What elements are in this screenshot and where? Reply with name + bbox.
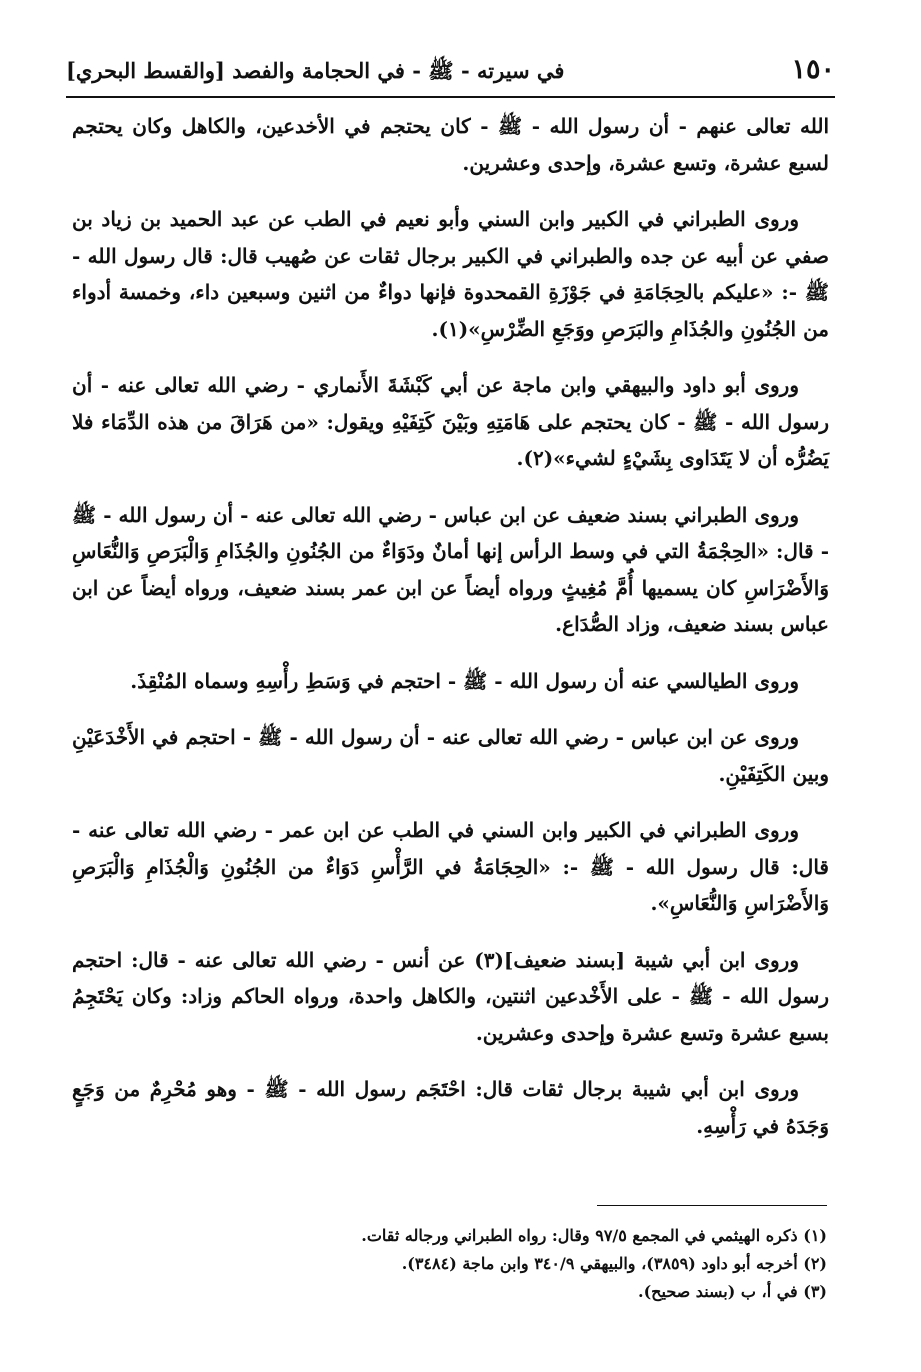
paragraph: وروى عن ابن عباس - رضي الله تعالى عنه - أن رسول الله - ﷺ - احتجم في الأَخْدَعَيْنِ وبين الكَتِفَيْنِ.	[72, 725, 829, 786]
page-header	[66, 52, 835, 98]
paragraph: وروى أبو داود والبيهقي وابن ماجة عن أبي كَبْشَةَ الأَنماري - رضي الله تعالى عنه - أن رسول الله - ﷺ - كان يحتجم على هَامَتِهِ وبَيْنَ كَتِفَيْهِ ويقول: «من هَرَاقَ من هذه الدِّمَاء فلا يَضُرُّه أن لا يَتَدَاوى بِشَيْءٍ لشيء»(٢).	[72, 373, 829, 470]
main-text	[72, 108, 829, 1164]
footnote: (٣) في أ، ب (بسند صحيح).	[638, 1282, 827, 1301]
paragraph: وروى الطبراني في الكبير وابن السني وأبو نعيم في الطب عن عبد الحميد بن زياد بن صفي عن أبيه عن جده والطبراني في الكبير برجال ثقات عن صُهيب قال: قال رسول الله - ﷺ -: «عليكم بالحِجَامَةِ في جَوْزَةِ القمحدوة فإنها دواءٌ من اثنين وسبعين داء، وخمسة أدواء من الجُنُونِ والجُذَامِ والبَرَصِ ووَجَعِ الضِّرْسِ»(١).	[72, 207, 829, 341]
footnote: (٢) أخرجه أبو داود (٣٨٥٩)، والبيهقي ٣٤٠/٩ وابن ماجة (٣٤٨٤).	[401, 1254, 827, 1273]
paragraph: وروى الطبراني بسند ضعيف عن ابن عباس - رضي الله تعالى عنه - أن رسول الله - ﷺ - قال: «الحِجْمَةُ التي في وسط الرأس إنها أمانٌ ودَوَاءٌ من الجُنُونِ والجُذَامِ وَالْبَرَصِ وَالنُّعَاسِ وَالأَضْرَاسِ كان يسميها أُمَّ مُغِيثٍ ورواه أيضاً عن ابن عمر بسند ضعيف، ورواه أيضاً عن ابن عباس بسند ضعيف، وزاد الصُّدَاع.	[72, 502, 829, 636]
page-number: ١٥٠	[791, 54, 835, 85]
paragraph: وروى ابن أبي شيبة [بسند ضعيف](٣) عن أنس - رضي الله تعالى عنه - قال: احتجم رسول الله - ﷺ - على الأَخْدعين اثنتين، والكاهل واحدة، ورواه الحاكم وزاد: وكان يَحْتَجِمُ بسبع عشرة وتسع عشرة وإحدى وعشرين.	[72, 947, 829, 1045]
paragraph: وروى الطيالسي عنه أن رسول الله - ﷺ - احتجم في وَسَطِ رأْسِهِ وسماه المُنْقِذَ.	[130, 668, 799, 693]
running-title: في سيرته - ﷺ - في الحجامة والفصد [والقسط البحري]	[66, 58, 565, 83]
footnote: (١) ذكره الهيثمي في المجمع ٩٧/٥ وقال: رواه الطبراني ورجاله ثقات.	[361, 1226, 827, 1245]
footnote-separator	[597, 1205, 827, 1206]
footnotes	[120, 1222, 827, 1306]
paragraph: وروى ابن أبي شيبة برجال ثقات قال: احْتَجَم رسول الله - ﷺ - وهو مُحْرِمٌ من وَجَعٍ وَجَدَهُ في رَأْسِهِ.	[72, 1077, 829, 1138]
paragraph: الله تعالى عنهم - أن رسول الله - ﷺ - كان يحتجم في الأخدعين، والكاهل وكان يحتجم لسبع عشرة، وتسع عشرة، وإحدى وعشرين.	[72, 114, 829, 175]
paragraph: وروى الطبراني في الكبير وابن السني في الطب عن ابن عمر - رضي الله تعالى عنه - قال: قال رسول الله - ﷺ -: «الحِجَامَةُ في الرَّأْسِ دَوَاءٌ من الجُنُونِ وَالْجُذَامِ وَالْبَرَصِ وَالأَضْرَاسِ وَالنُّعَاسِ».	[72, 818, 829, 915]
